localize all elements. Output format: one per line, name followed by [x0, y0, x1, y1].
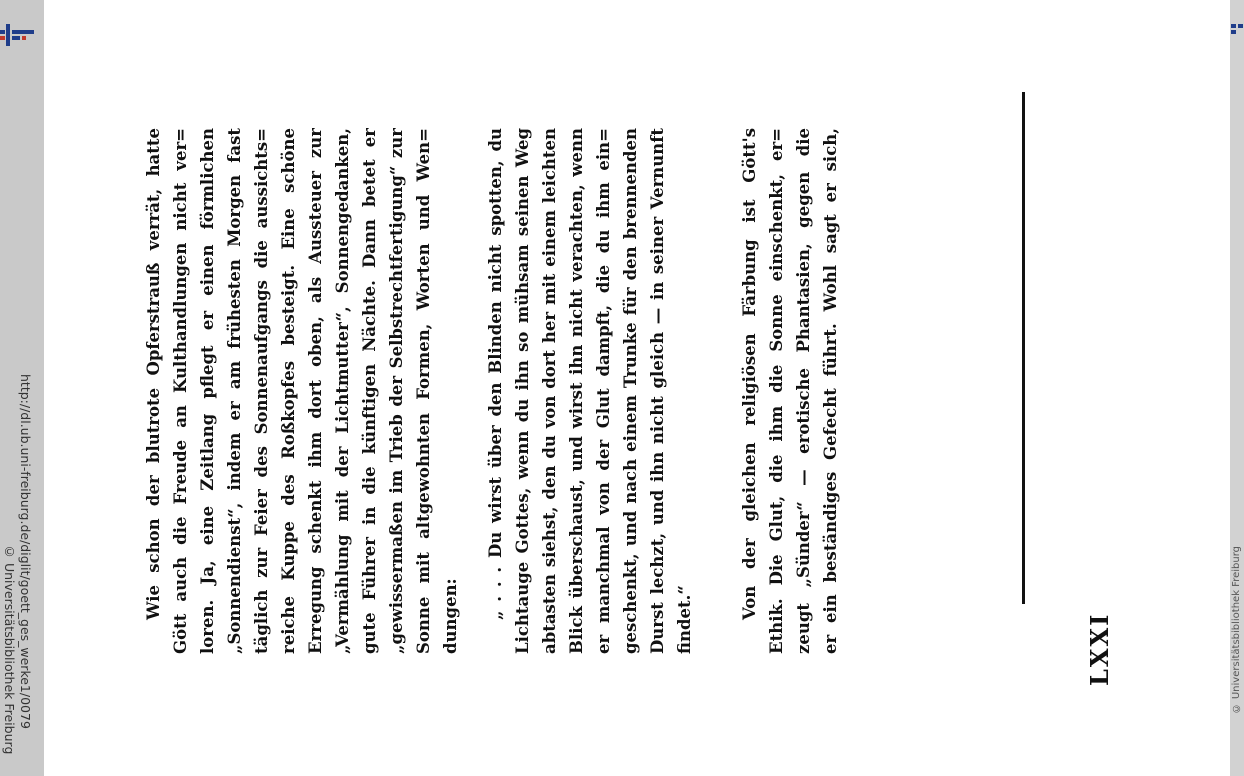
text-line: er manchmal von der Glut dampft, die du ihm ein=: [594, 128, 613, 654]
text-line: reiche Kuppe des Roßkopfes besteigt. Eine schöne: [279, 128, 298, 654]
text-line: „Vermählung mit der Lichtmutter“, Sonnengedanken,: [333, 128, 352, 654]
text-line: Gött auch die Freude an Kulthandlungen nicht ver=: [171, 128, 190, 654]
paragraph-gap: [698, 128, 736, 654]
text-line: gute Führer in die künftigen Nächte. Dann betet er: [360, 128, 379, 654]
text-line: täglich zur Feier des Sonnenaufgangs die aussichts=: [252, 128, 271, 654]
text-line: loren. Ja, eine Zeitlang pflegt er einen förmlichen: [198, 128, 217, 654]
text-line: „gewissermaßen im Trieb der Selbstrechtfertigung“ zur: [387, 128, 406, 654]
header-rule: [1022, 92, 1025, 604]
copyright-notice: © Universitätsbibliothek Freiburg: [2, 544, 17, 755]
text-line: Durst lechzt, und ihn nicht gleich — in seiner Vernunft: [648, 128, 667, 654]
source-url[interactable]: http://dl.ub.uni-freiburg.de/diglit/goett_ges_werke1/0079: [18, 374, 33, 729]
page-body: [140, 128, 844, 654]
library-logo-icon-small: [1231, 22, 1243, 36]
text-line: abtasten siehst, den du von dort her mit einem leichten: [540, 128, 559, 654]
paragraph-gap: [464, 128, 482, 654]
text-line: geschenkt, und nach einem Trunke für den brennenden: [621, 128, 640, 654]
text-line: „Sonnendienst“, indem er am frühesten Morgen fast: [225, 128, 244, 654]
right-watermark: [1231, 546, 1243, 776]
text-line: findet.“: [675, 585, 694, 654]
text-line: Sonne mit altgewohnten Formen, Worten und Wen=: [414, 128, 433, 654]
text-line: Erregung schenkt ihm dort oben, als Aussteuer zur: [306, 128, 325, 654]
library-logo-icon: [0, 22, 36, 50]
text-line: Wie schon der blutrote Opferstrauß verrät, hatte: [144, 128, 163, 620]
text-line: Ethik. Die Glut, die ihm die Sonne einschenkt, er=: [767, 128, 786, 654]
page-number: LXXI: [1085, 612, 1114, 686]
text-line: Lichtauge Gottes, wenn du ihn so mühsam seinen Weg: [513, 128, 532, 654]
text-line: Blick überschaust, und wirst ihn nicht verachten, wenn: [567, 128, 586, 654]
text-line: zeugt „Sünder“ — erotische Phantasien, gegen die: [794, 128, 813, 654]
right-watermark-text: © Universitätsbibliothek Freiburg: [1231, 546, 1242, 714]
text-line: dungen:: [441, 578, 460, 654]
text-line: „ . . . Du wirst über den Blinden nicht spotten, du: [486, 128, 505, 620]
text-line: Von der gleichen religiösen Färbung ist Gött's: [740, 128, 759, 620]
text-line: er ein beständiges Gefecht führt. Wohl sagt er sich,: [821, 128, 840, 654]
document-page: [44, 0, 1230, 776]
